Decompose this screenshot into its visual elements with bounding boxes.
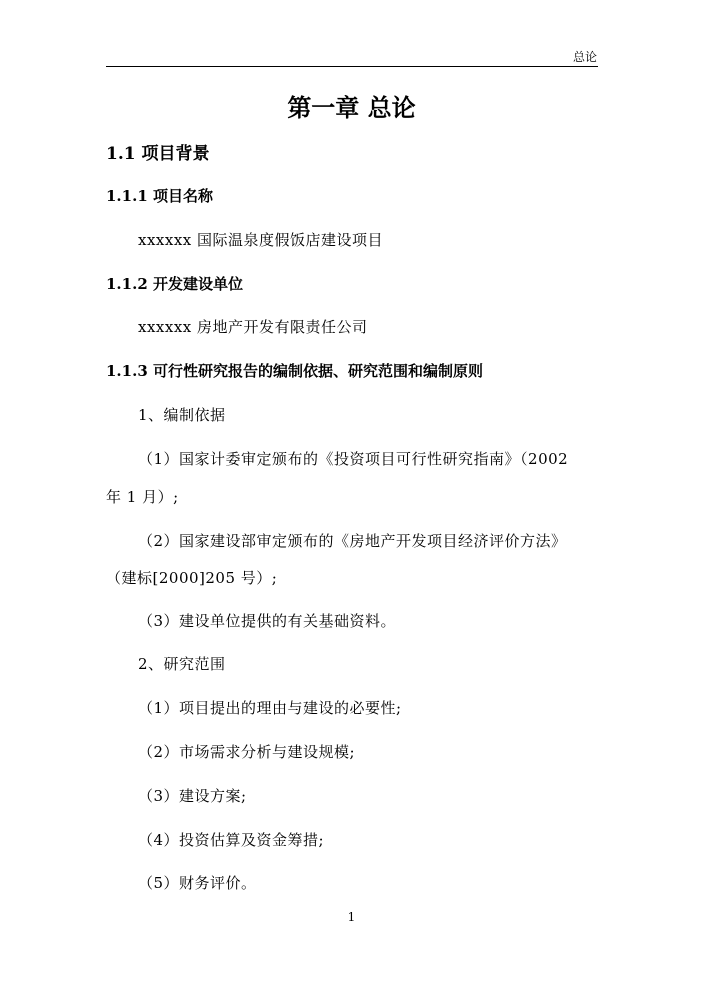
- developer-text: xxxxxx 房地产开发有限责任公司: [138, 318, 368, 336]
- section-heading-1-1-2: 1.1.2 开发建设单位: [106, 275, 243, 293]
- scope-item-1: （1）项目提出的理由与建设的必要性;: [138, 699, 402, 717]
- running-header: 总论: [572, 50, 597, 64]
- basis-item-1-line-1: （1）国家计委审定颁布的《投资项目可行性研究指南》（2002: [138, 450, 569, 468]
- basis-item-2-line-1: （2）国家建设部审定颁布的《房地产开发项目经济评价方法》: [138, 532, 567, 550]
- basis-item-1-line-2: 年 1 月）;: [106, 488, 179, 506]
- scope-item-5: （5）财务评价。: [138, 874, 257, 892]
- scope-item-2: （2）市场需求分析与建设规模;: [138, 743, 356, 761]
- basis-heading: 1、编制依据: [138, 406, 226, 424]
- basis-item-3: （3）建设单位提供的有关基础资料。: [138, 612, 397, 630]
- header-rule: [106, 66, 598, 67]
- section-heading-1-1-3: 1.1.3 可行性研究报告的编制依据、研究范围和编制原则: [106, 362, 483, 380]
- scope-heading: 2、研究范围: [138, 655, 226, 673]
- section-heading-1-1-1: 1.1.1 项目名称: [106, 187, 213, 205]
- project-name-text: xxxxxx 国际温泉度假饭店建设项目: [138, 231, 384, 249]
- scope-item-3: （3）建设方案;: [138, 787, 247, 805]
- section-heading-1-1: 1.1 项目背景: [106, 144, 210, 164]
- basis-item-2-line-2: （建标[2000]205 号）;: [106, 569, 278, 587]
- chapter-title: 第一章 总论: [287, 94, 416, 122]
- scope-item-4: （4）投资估算及资金筹措;: [138, 831, 325, 849]
- page-number: 1: [347, 910, 356, 924]
